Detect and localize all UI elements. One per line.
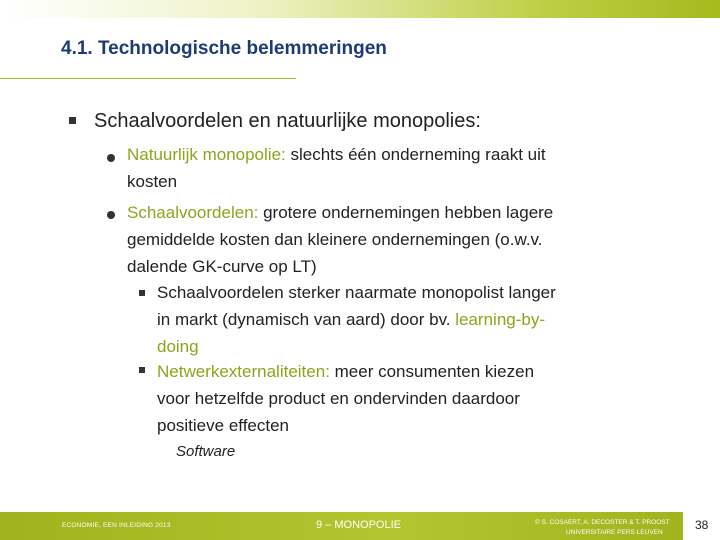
bullet-schaalvoordelen-line2: gemiddelde kosten dan kleinere ondernemingen (o.w.v. xyxy=(127,230,543,249)
bullet-schaalvoordelen-monopolies: Schaalvoordelen en natuurlijke monopolies: xyxy=(94,110,481,132)
term-learning-by-doing: learning-by- xyxy=(455,310,546,329)
term-schaalvoordelen: Schaalvoordelen: xyxy=(127,203,259,222)
round-bullet-icon xyxy=(107,211,115,219)
title-underline xyxy=(0,78,296,79)
footer-book-title: ECONOMIE, EEN INLEIDING 2013 xyxy=(62,522,171,529)
text-segment: grotere ondernemingen hebben lagere xyxy=(258,203,554,222)
bullet-learning-line1: Schaalvoordelen sterker naarmate monopolist langer xyxy=(157,283,556,302)
square-bullet-icon xyxy=(139,367,145,373)
page-number: 38 xyxy=(695,518,709,532)
square-bullet-icon xyxy=(69,117,76,124)
bullet-learning-line3: doing xyxy=(157,337,199,356)
term-natuurlijk-monopolie: Natuurlijk monopolie: xyxy=(127,145,286,164)
text-segment: slechts één onderneming raakt uit xyxy=(285,145,546,164)
bullet-netwerk-line2: voor hetzelfde product en ondervinden daardoor xyxy=(157,389,520,408)
bullet-schaalvoordelen-line1 xyxy=(127,203,553,223)
bullet-netwerk-line1 xyxy=(157,362,534,382)
round-bullet-icon xyxy=(107,154,115,162)
text-segment: meer consumenten kiezen xyxy=(329,362,535,381)
term-netwerkexternaliteiten: Netwerkexternaliteiten: xyxy=(157,362,330,381)
bullet-learning-line2 xyxy=(157,310,545,330)
bullet-natuurlijk-monopolie-line2: kosten xyxy=(127,172,178,191)
footer-copyright: © S. COSAERT, A. DECOSTER & T. PROOST xyxy=(535,519,670,526)
footer-publisher: UNIVERSITAIRE PERS LEUVEN xyxy=(566,529,663,536)
bullet-natuurlijk-monopolie-line1 xyxy=(127,145,546,165)
square-bullet-icon xyxy=(139,290,145,296)
example-software: Software xyxy=(176,443,236,460)
slide-title: 4.1. Technologische belemmeringen xyxy=(61,38,387,59)
text-segment: in markt (dynamisch van aard) door bv. xyxy=(157,310,456,329)
top-accent-bar xyxy=(0,0,720,18)
bullet-schaalvoordelen-line3: dalende GK-curve op LT) xyxy=(127,257,317,276)
footer-chapter: 9 – MONOPOLIE xyxy=(316,519,401,531)
bullet-netwerk-line3: positieve effecten xyxy=(157,416,289,435)
